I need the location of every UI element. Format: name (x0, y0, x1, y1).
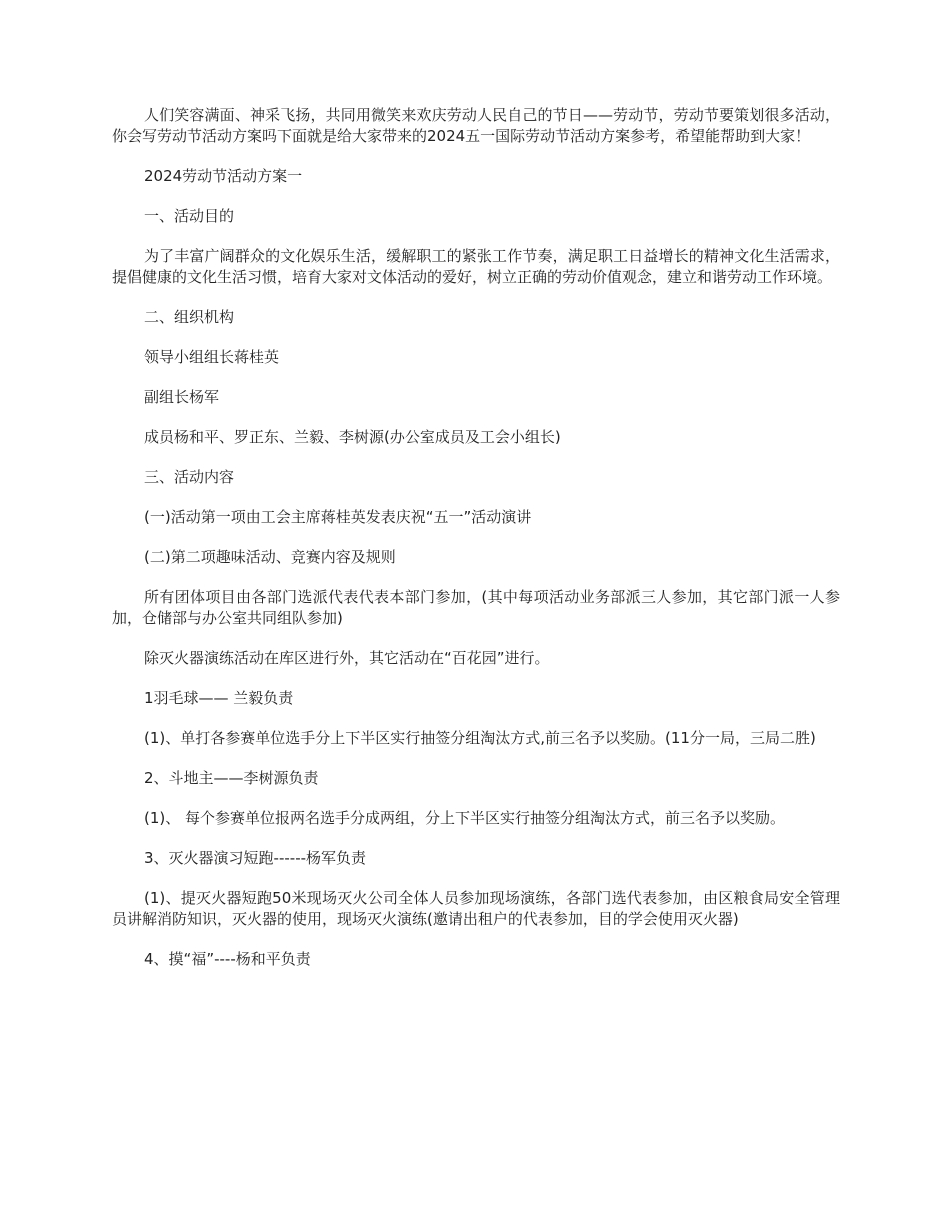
paragraph: 领导小组组长蒋桂英 (144, 348, 280, 366)
paragraph: (二)第二项趣味活动、竞赛内容及规则 (144, 548, 396, 566)
intro-paragraph: 人们笑容满面、神采飞扬，共同用微笑来欢庆劳动人民自己的节日——劳动节，劳动节要策划很多活动，你会写劳动节活动方案吗下面就是给大家带来的2024五一国际劳动节活动方案参考，希望能帮助到大家！ (112, 106, 840, 145)
item-heading: 3、灭火器演习短跑------杨军负责 (144, 849, 367, 867)
paragraph: (1)、 每个参赛单位报两名选手分成两组，分上下半区实行抽签分组淘汰方式，前三名予以奖励。 (144, 809, 786, 827)
item-heading: 1羽毛球—— 兰毅负责 (144, 689, 294, 707)
paragraph: (1)、单打各参赛单位选手分上下半区实行抽签分组淘汰方式,前三名予以奖励。(11分一局，三局二胜) (144, 729, 816, 747)
section-heading: 一、活动目的 (144, 207, 235, 225)
item-heading: 2、斗地主——李树源负责 (144, 769, 319, 787)
item-heading: 4、摸“福”----杨和平负责 (144, 950, 311, 968)
section-heading: 三、活动内容 (144, 468, 235, 486)
paragraph: 所有团体项目由各部门选派代表代表本部门参加，(其中每项活动业务部派三人参加，其它部门派一人参加，仓储部与办公室共同组队参加) (112, 588, 840, 627)
section-heading: 二、组织机构 (144, 308, 235, 326)
document-body (112, 105, 840, 989)
paragraph: 除灭火器演练活动在库区进行外，其它活动在“百花园”进行。 (144, 649, 550, 667)
paragraph: (一)活动第一项由工会主席蒋桂英发表庆祝“五一”活动演讲 (144, 508, 532, 526)
paragraph: (1)、提灭火器短跑50米现场灭火公司全体人员参加现场演练，各部门选代表参加，由区粮食局安全管理员讲解消防知识，灭火器的使用，现场灭火演练(邀请出租户的代表参加，目的学会使用灭火器) (112, 889, 840, 928)
paragraph: 成员杨和平、罗正东、兰毅、李树源(办公室成员及工会小组长) (144, 428, 561, 446)
paragraph: 副组长杨军 (144, 388, 220, 406)
paragraph: 为了丰富广阔群众的文化娱乐生活，缓解职工的紧张工作节奏，满足职工日益增长的精神文化生活需求，提倡健康的文化生活习惯，培育大家对文体活动的爱好，树立正确的劳动价值观念，建立和谐劳动工作环境。 (112, 247, 840, 286)
plan-title: 2024劳动节活动方案一 (144, 167, 303, 185)
